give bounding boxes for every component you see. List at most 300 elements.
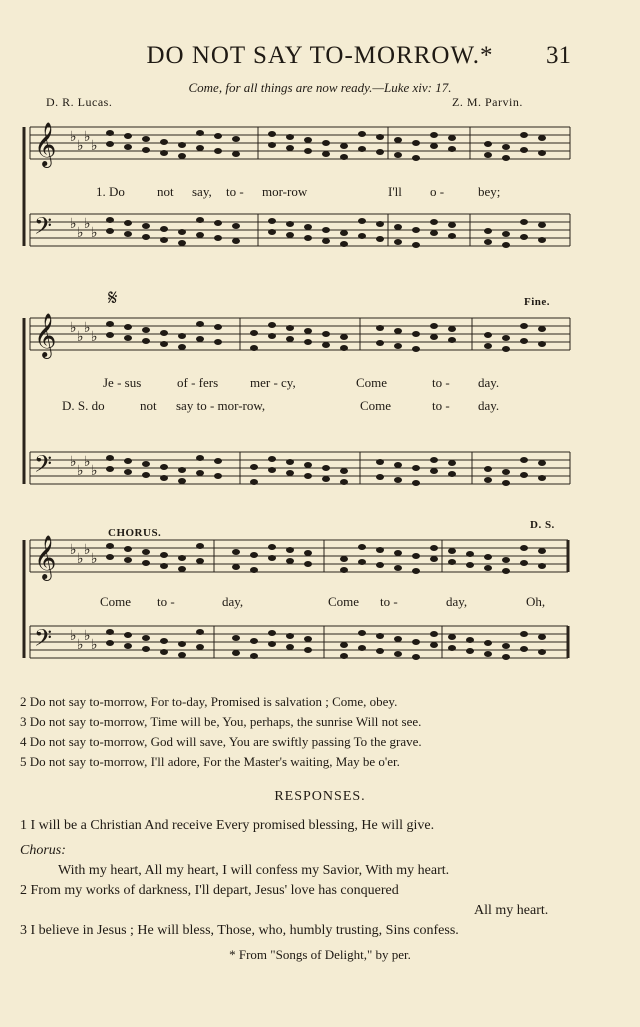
response-1: 1 I will be a Christian And receive Every promised blessing, He will give. [20,818,435,833]
note-head [484,228,492,234]
chorus-lyric-3: day, [222,594,244,609]
note-head [430,556,438,562]
note-head [304,647,312,653]
note-head [520,545,528,551]
note-head [502,480,510,486]
note-head [520,646,528,652]
note-head [160,150,168,156]
note-head [196,644,204,650]
note-head [466,551,474,557]
note-head [304,339,312,345]
note-head [358,544,366,550]
note-head [520,323,528,329]
note-head [268,229,276,235]
verse-5: 5 Do not say to-morrow, I'll adore, For the Master's waiting, May be o'er. [20,754,400,769]
note-head [304,550,312,556]
note-head [160,237,168,243]
note-head [358,645,366,651]
note-head [448,548,456,554]
chorus-label: Chorus: [20,843,66,858]
segno-mark: 𝄋 [108,285,118,310]
note-head [268,131,276,137]
chorus-mark: CHORUS. [108,527,162,539]
verse-4: 4 Do not say to-morrow, God will save, You are swiftly passing To the grave. [20,734,422,749]
note-head [502,643,510,649]
note-head [520,234,528,240]
note-head [196,145,204,151]
note-head [124,458,132,464]
note-head [142,635,150,641]
flat-icon: ♭ [84,454,91,470]
note-head [394,565,402,571]
chorus-lyric-4: Come [328,594,360,609]
note-head [286,558,294,564]
note-head [160,638,168,644]
note-head [124,546,132,552]
note-head [268,467,276,473]
note-head [196,217,204,223]
note-head [214,220,222,226]
note-head [430,323,438,329]
verse-2: 2 Do not say to-morrow, For to-day, Promised is salvation ; Come, obey. [20,694,398,709]
note-head [412,465,420,471]
response-3: 3 I believe in Jesus ; He will bless, Those, who, humbly trusting, Sins confess. [20,923,459,938]
lyric-line1-4: Come [356,375,388,390]
note-head [502,469,510,475]
note-head [412,140,420,146]
note-head [448,233,456,239]
note-head [520,457,528,463]
flat-icon: ♭ [70,454,77,470]
note-head [196,232,204,238]
note-head [538,548,546,554]
note-head [484,640,492,646]
note-head [124,133,132,139]
flat-icon: ♭ [70,628,77,644]
note-heads [106,130,546,660]
note-head [484,141,492,147]
note-head [394,328,402,334]
note-head [250,653,258,659]
note-head [394,137,402,143]
chorus-lyric-6: day, [446,594,468,609]
fine-mark: Fine. [524,296,551,308]
note-head [376,236,384,242]
note-head [268,142,276,148]
note-head [268,641,276,647]
note-head [340,653,348,659]
note-head [142,560,150,566]
flat-icon: ♭ [70,542,77,558]
note-head [502,346,510,352]
lyric-line1-6: day. [478,375,500,390]
note-head [142,234,150,240]
note-head [448,645,456,651]
note-head [250,552,258,558]
lyric-8: bey; [478,184,501,199]
note-head [124,144,132,150]
note-head [196,455,204,461]
lyric-1: 1. Do [96,184,125,199]
note-head [358,218,366,224]
note-head [106,332,114,338]
note-head [142,646,150,652]
note-head [124,643,132,649]
note-head [502,335,510,341]
note-head [538,222,546,228]
note-head [304,462,312,468]
note-head [178,229,186,235]
flat-icon: ♭ [91,551,98,567]
note-head [484,466,492,472]
footnote: * From "Songs of Delight," by per. [229,947,411,962]
note-head [376,547,384,553]
note-head [484,343,492,349]
note-head [142,223,150,229]
flat-icon: ♭ [91,637,98,653]
note-head [268,456,276,462]
note-head [484,477,492,483]
note-head [394,636,402,642]
note-head [142,461,150,467]
lyric-4: to - [226,184,244,199]
note-head [106,228,114,234]
note-head [250,479,258,485]
note-head [196,470,204,476]
note-head [376,474,384,480]
note-head [178,240,186,246]
note-head [538,475,546,481]
bass-clef-icon: 𝄢 [34,624,53,657]
note-head [358,630,366,636]
note-head [178,467,186,473]
flat-icon: ♭ [77,329,84,345]
note-head [124,469,132,475]
note-head [124,335,132,341]
flat-icon: ♭ [84,628,91,644]
note-head [286,145,294,151]
note-head [484,554,492,560]
note-head [286,547,294,553]
note-head [484,152,492,158]
lyric-line2-6: day. [478,398,500,413]
note-head [538,135,546,141]
flat-icon: ♭ [84,216,91,232]
note-head [466,562,474,568]
note-head [538,237,546,243]
chorus-lyric-5: to - [380,594,398,609]
note-head [106,629,114,635]
note-head [268,555,276,561]
note-head [178,641,186,647]
flat-icon: ♭ [70,320,77,336]
note-head [340,143,348,149]
note-head [106,321,114,327]
flat-icon: ♭ [84,129,91,145]
lyric-3: say, [192,184,212,199]
note-head [106,130,114,136]
lyric-line2-2: not [140,398,157,413]
note-head [430,457,438,463]
note-head [322,227,330,233]
flat-icon: ♭ [84,542,91,558]
note-head [484,651,492,657]
chorus-lyric-1: Come [100,594,132,609]
note-head [106,455,114,461]
note-head [286,644,294,650]
chorus-text: With my heart, All my heart, I will confess my Savior, With my heart. [58,863,450,878]
note-head [304,235,312,241]
note-head [142,327,150,333]
note-head [538,634,546,640]
lyric-line2-5: to - [432,398,450,413]
note-head [430,219,438,225]
flat-icon: ♭ [70,216,77,232]
response-2-line1: 2 From my works of darkness, I'll depart, Jesus' love has conquered [20,883,399,898]
note-head [466,637,474,643]
flat-icon: ♭ [77,138,84,154]
note-head [196,130,204,136]
note-head [430,230,438,236]
note-head [142,472,150,478]
note-head [268,333,276,339]
note-head [196,558,204,564]
note-head [376,149,384,155]
note-head [340,241,348,247]
note-head [214,148,222,154]
note-head [412,242,420,248]
note-head [232,223,240,229]
note-head [430,631,438,637]
scripture-epigraph: Come, for all things are now ready.—Luke xiv: 17. [188,80,452,95]
note-head [322,342,330,348]
note-head [160,341,168,347]
hymn-title: DO NOT SAY TO-MORROW.* [146,42,494,69]
lyric-6: I'll [388,184,402,199]
staff-lines [24,127,570,658]
note-head [178,478,186,484]
note-head [124,632,132,638]
note-head [430,545,438,551]
note-head [250,330,258,336]
note-head [340,345,348,351]
note-head [394,239,402,245]
note-head [394,224,402,230]
note-head [430,334,438,340]
note-head [304,224,312,230]
note-head [160,563,168,569]
note-head [412,639,420,645]
lyric-line2-1: D. S. do [62,398,105,413]
flat-icon: ♭ [91,138,98,154]
note-head [250,638,258,644]
note-head [286,459,294,465]
note-head [232,136,240,142]
bass-clef-icon: 𝄢 [34,450,53,483]
note-head [394,343,402,349]
lyric-7: o - [430,184,445,199]
page-number: 31 [546,42,571,69]
note-head [376,325,384,331]
note-head [214,458,222,464]
note-head [466,648,474,654]
note-head [268,544,276,550]
note-head [412,346,420,352]
lyric-line1-5: to - [432,375,450,390]
note-head [520,560,528,566]
flat-icon: ♭ [91,463,98,479]
note-head [340,479,348,485]
note-head [502,557,510,563]
lyric-line2-4: Come [360,398,392,413]
note-head [376,562,384,568]
note-head [268,322,276,328]
ds-mark: D. S. [530,519,555,531]
note-head [124,557,132,563]
note-head [322,465,330,471]
note-head [232,650,240,656]
note-head [214,339,222,345]
note-head [394,477,402,483]
note-head [232,635,240,641]
composer-credit: Z. M. Parvin. [452,95,523,109]
note-head [520,132,528,138]
note-head [502,144,510,150]
note-head [232,549,240,555]
note-head [286,336,294,342]
note-head [106,640,114,646]
note-head [214,235,222,241]
note-head [538,649,546,655]
note-head [304,328,312,334]
note-head [340,334,348,340]
flat-icon: ♭ [77,551,84,567]
note-head [268,218,276,224]
flat-icon: ♭ [84,320,91,336]
note-head [178,333,186,339]
note-head [520,338,528,344]
note-head [160,475,168,481]
note-head [430,468,438,474]
note-head [124,220,132,226]
lyric-5: mor-row [262,184,308,199]
flat-icon: ♭ [91,329,98,345]
note-head [394,550,402,556]
note-head [448,460,456,466]
note-head [178,566,186,572]
note-head [160,552,168,558]
note-head [286,470,294,476]
flat-icon: ♭ [77,463,84,479]
note-head [412,155,420,161]
note-head [196,629,204,635]
note-head [358,131,366,137]
treble-clef-icon: 𝄞 [34,535,57,579]
note-head [520,631,528,637]
note-head [448,559,456,565]
note-head [484,332,492,338]
note-head [304,148,312,154]
note-head [250,345,258,351]
note-head [376,459,384,465]
note-head [322,140,330,146]
note-head [160,139,168,145]
note-head [502,242,510,248]
note-head [358,233,366,239]
note-head [124,324,132,330]
note-head [304,561,312,567]
note-head [214,473,222,479]
note-head [520,147,528,153]
note-head [448,135,456,141]
lyric-line1-2: of - fers [177,375,219,390]
verse-3: 3 Do not say to-morrow, Time will be, You, perhaps, the sunrise Will not see. [20,714,422,729]
lyric-2: not [157,184,174,199]
note-head [412,568,420,574]
note-head [430,132,438,138]
note-head [178,142,186,148]
note-head [322,476,330,482]
note-head [376,134,384,140]
note-head [412,553,420,559]
flat-icon: ♭ [70,129,77,145]
note-head [520,472,528,478]
note-head [160,464,168,470]
note-head [160,330,168,336]
note-head [142,147,150,153]
note-head [340,556,348,562]
note-head [322,151,330,157]
note-head [304,636,312,642]
lyric-line2-3: say to - mor-row, [176,398,266,413]
note-head [340,642,348,648]
note-head [538,150,546,156]
note-head [502,231,510,237]
note-head [448,146,456,152]
note-head [502,155,510,161]
response-2-line2: All my heart. [474,903,549,918]
note-head [502,654,510,660]
note-head [286,221,294,227]
note-head [304,473,312,479]
note-head [340,230,348,236]
note-head [448,337,456,343]
note-head [106,141,114,147]
note-head [520,219,528,225]
note-head [106,554,114,560]
note-head [376,633,384,639]
note-head [214,324,222,330]
note-head [286,232,294,238]
note-head [358,559,366,565]
note-head [232,564,240,570]
clefs [34,122,98,657]
treble-clef-icon: 𝄞 [34,122,57,166]
note-head [232,238,240,244]
note-head [232,151,240,157]
note-head [268,630,276,636]
note-head [394,152,402,158]
note-head [412,654,420,660]
note-head [412,227,420,233]
note-head [376,340,384,346]
note-head [178,555,186,561]
note-head [322,331,330,337]
note-head [538,341,546,347]
note-head [538,460,546,466]
bass-clef-icon: 𝄢 [34,212,53,245]
note-head [214,133,222,139]
